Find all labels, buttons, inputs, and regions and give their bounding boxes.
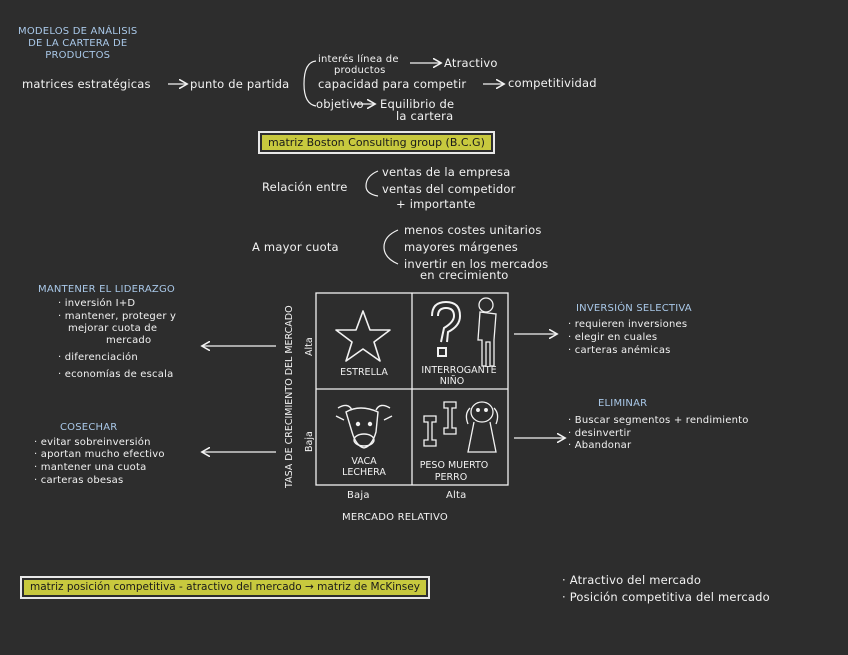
- eliminar-title: ELIMINAR: [598, 398, 648, 409]
- mantener-item-3: mejorar cuota de: [68, 323, 158, 334]
- mantener-item-6: · economías de escala: [58, 369, 174, 380]
- cell-perro: PERRO: [434, 472, 468, 483]
- cell-peso-muerto: PESO MUERTO: [419, 460, 489, 471]
- title-line-2: DE LA CARTERA DE: [28, 38, 128, 49]
- cow-icon: [336, 405, 392, 448]
- cosechar-item-4: · carteras obesas: [34, 475, 124, 486]
- interes-label: interés línea de: [318, 54, 399, 65]
- punto-label: punto de partida: [190, 77, 290, 91]
- child-icon: [478, 298, 496, 366]
- cell-nino: NIÑO: [439, 376, 465, 387]
- inversion-item-1: · requieren inversiones: [568, 319, 688, 330]
- productos-label: productos: [334, 65, 386, 76]
- brace-mayor-cuota: [384, 230, 398, 264]
- brace-relacion: [366, 171, 378, 196]
- mantener-item-5: · diferenciación: [58, 352, 138, 363]
- x-axis-alta: Alta: [446, 490, 467, 501]
- inversion-item-2: · elegir en cuales: [568, 332, 658, 343]
- la-cartera-label: la cartera: [396, 109, 454, 123]
- eliminar-item-1: · Buscar segmentos + rendimiento: [568, 415, 749, 426]
- cell-lechera: LECHERA: [342, 467, 386, 478]
- title-line-3: PRODUCTOS: [45, 50, 111, 61]
- mayor-cuota-item-3: invertir en los mercados: [404, 257, 549, 271]
- y-axis-label: TASA DE CRECIMIENTO DEL MERCADO: [284, 305, 295, 488]
- relacion-item-2: ventas del competidor: [382, 182, 516, 196]
- mayor-cuota-label: A mayor cuota: [252, 240, 339, 254]
- objetivo-label: objetivo: [316, 97, 364, 111]
- mayor-cuota-item-4: en crecimiento: [420, 268, 509, 282]
- relacion-label: Relación entre: [262, 180, 348, 194]
- relacion-item-1: ventas de la empresa: [382, 165, 511, 179]
- bcg-title: [258, 131, 495, 154]
- equilibrio-label: Equilibrio de: [380, 97, 455, 111]
- bcg-title-text: matriz Boston Consulting group (B.C.G): [262, 135, 491, 150]
- page-title: [18, 26, 137, 62]
- mantener-item-4: mercado: [106, 335, 152, 346]
- inversion-title: INVERSIÓN SELECTIVA: [576, 303, 692, 314]
- mckinsey-title: [20, 576, 430, 599]
- x-axis-baja: Baja: [347, 490, 370, 501]
- mckinsey-item-2: · Posición competitiva del mercado: [562, 590, 770, 604]
- cosechar-title: COSECHAR: [60, 422, 118, 433]
- dog-icon: [424, 402, 498, 452]
- question-mark-icon: [432, 302, 460, 356]
- eliminar-item-2: · desinvertir: [568, 428, 631, 439]
- y-axis-alta: Alta: [304, 337, 315, 356]
- capacidad-label: capacidad para competir: [318, 77, 467, 91]
- title-line-1: MODELOS DE ANÁLISIS: [18, 26, 138, 37]
- cosechar-item-3: · mantener una cuota: [34, 462, 147, 473]
- eliminar-item-3: · Abandonar: [568, 440, 632, 451]
- mantener-item-2: · mantener, proteger y: [58, 311, 177, 322]
- mayor-cuota-item-1: menos costes unitarios: [404, 223, 542, 237]
- mantener-title: MANTENER EL LIDERAZGO: [38, 284, 175, 295]
- atractivo-label: Atractivo: [444, 56, 498, 70]
- mckinsey-title-text: matriz posición competitiva - atractivo del mercado → matriz de McKinsey: [24, 580, 426, 595]
- star-icon: [336, 311, 390, 361]
- competitividad-label: competitividad: [508, 76, 597, 90]
- cell-estrella: ESTRELLA: [340, 367, 388, 378]
- matrices-label: matrices estratégicas: [22, 77, 151, 91]
- cosechar-item-1: · evitar sobreinversión: [34, 437, 151, 448]
- cell-interrogante: INTERROGANTE: [421, 365, 497, 376]
- mayor-cuota-item-2: mayores márgenes: [404, 240, 518, 254]
- brace-punto: [304, 61, 316, 106]
- cell-vaca: VACA: [351, 456, 377, 467]
- mckinsey-item-1: · Atractivo del mercado: [562, 573, 702, 587]
- cosechar-item-2: · aportan mucho efectivo: [34, 449, 165, 460]
- y-axis-baja: Baja: [304, 431, 315, 452]
- x-axis-label: MERCADO RELATIVO: [342, 512, 448, 523]
- mantener-item-1: · inversión I+D: [58, 298, 136, 309]
- relacion-item-3: + importante: [396, 197, 476, 211]
- inversion-item-3: · carteras anémicas: [568, 345, 671, 356]
